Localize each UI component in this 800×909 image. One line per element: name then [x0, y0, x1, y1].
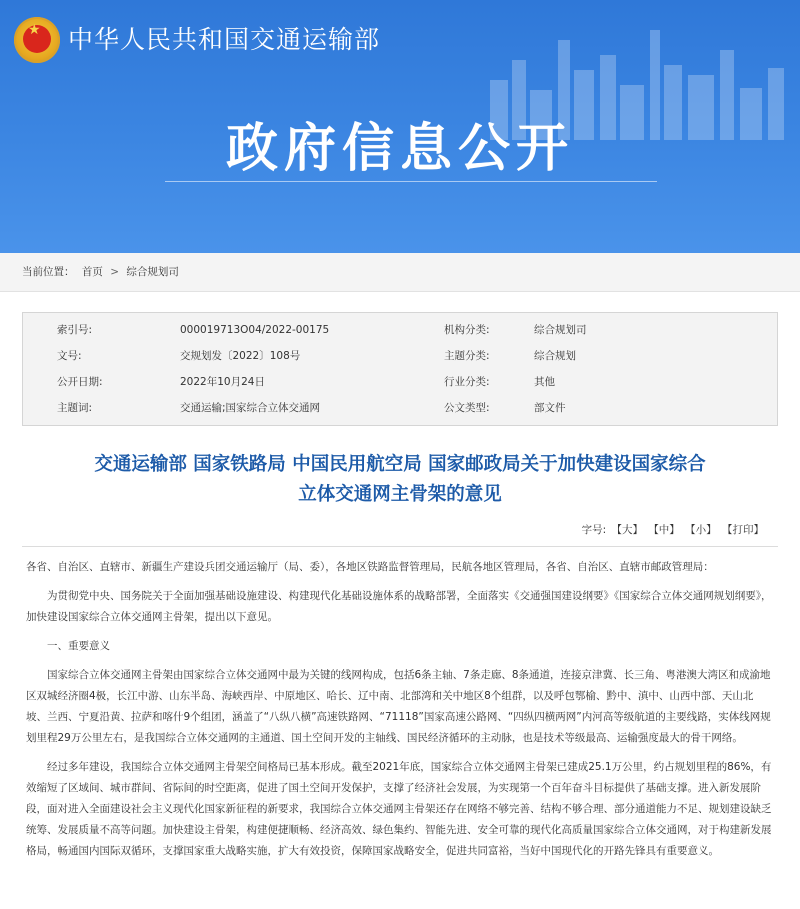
- metadata-value: 2022年10月24日: [180, 376, 265, 388]
- metadata-value: 其他: [534, 376, 555, 388]
- metadata-value: 交规划发〔2022〕108号: [180, 350, 301, 362]
- document-body: [22, 557, 778, 862]
- breadcrumb: [0, 253, 800, 292]
- body-paragraph: 经过多年建设，我国综合立体交通网主骨架空间格局已基本形成。截至2021年底，国家综合立体交通网主骨架已建成25.1万公里，约占规划里程的86%，有效缩短了区域间、城市群间、省际间的时空距离，促进了国土空间开发保护，支撑了经济社会发展，为实现第一个百年奋斗目标提供了基础支撑。进入新发展阶段，面对进入全面建设社会主义现代化国家新征程的新要求，我国综合立体交通网主骨架还存在网络不够完善、结构不够合理、部分通道能力不足、规划建设缺乏统筹、发展质量不高等问题。加快建设主骨架，构建便捷顺畅、经济高效、绿色集约、智能先进、安全可靠的现代化高质量国家综合立体交通网，对于构建新发展格局，畅通国内国际双循环，支撑国家重大战略实施，扩大有效投资，保障国家战略安全，促进共同富裕，当好中国现代化的开路先锋具有重要意义。: [26, 761, 772, 857]
- metadata-key: 机构分类:: [444, 324, 490, 336]
- metadata-key: 行业分类:: [444, 376, 490, 388]
- font-small-button[interactable]: 【小】: [685, 524, 717, 536]
- metadata-row: [23, 343, 777, 369]
- metadata-key: 公开日期:: [57, 376, 103, 388]
- header-banner: [0, 0, 800, 253]
- section-heading: 一、重要意义: [47, 640, 110, 652]
- document-title-line: 交通运输部 国家铁路局 中国民用航空局 国家邮政局关于加快建设国家综合: [94, 454, 706, 475]
- metadata-key: 公文类型:: [444, 402, 490, 414]
- title-divider: [165, 181, 657, 182]
- breadcrumb-prefix: 当前位置：: [22, 266, 75, 278]
- document-title-line: 立体交通网主骨架的意见: [298, 484, 502, 505]
- metadata-value: 综合规划司: [534, 324, 587, 336]
- document-metadata-table: [22, 312, 778, 426]
- content-divider: [22, 546, 778, 547]
- ministry-name[interactable]: 中华人民共和国交通运输部: [68, 25, 381, 54]
- breadcrumb-separator: >: [110, 266, 119, 278]
- body-paragraph: 为贯彻党中央、国务院关于全面加强基础设施建设、构建现代化基础设施体系的战略部署，全面落实《交通强国建设纲要》《国家综合立体交通网规划纲要》，加快建设国家综合立体交通网主骨架，提出以下意见。: [26, 590, 772, 623]
- font-size-controls: [22, 520, 778, 540]
- metadata-row: [23, 317, 777, 343]
- metadata-row: [23, 369, 777, 395]
- metadata-key: 索引号:: [57, 324, 93, 336]
- addressee-paragraph: 各省、自治区、直辖市、新疆生产建设兵团交通运输厅（局、委），各地区铁路监督管理局，民航各地区管理局，各省、自治区、直辖市邮政管理局：: [26, 561, 714, 573]
- metadata-key: 主题分类:: [444, 350, 490, 362]
- metadata-key: 主题词:: [57, 402, 93, 414]
- breadcrumb-section-link[interactable]: 综合规划司: [126, 266, 179, 278]
- metadata-value: 000019713O04/2022-00175: [180, 324, 330, 336]
- main-content: [0, 312, 800, 862]
- document-title: [22, 450, 778, 510]
- font-medium-button[interactable]: 【中】: [648, 524, 680, 536]
- breadcrumb-home-link[interactable]: 首页: [81, 266, 103, 278]
- metadata-value: 部文件: [534, 402, 566, 414]
- print-button[interactable]: 【打印】: [722, 524, 764, 536]
- national-emblem-icon[interactable]: ★: [14, 17, 60, 63]
- body-paragraph: 国家综合立体交通网主骨架由国家综合立体交通网中最为关键的线网构成，包括6条主轴、7条走廊、8条通道，连接京津冀、长三角、粤港澳大湾区和成渝地区双城经济圈4极，长江中游、山东半岛、海峡西岸、中原地区、哈长、辽中南、北部湾和关中地区8个组群，以及呼包鄂榆、黔中、滇中、山西中部、天山北坡、兰西、宁夏沿黄、拉萨和喀什9个组团，涵盖了“八纵八横”高速铁路网、“71118”国家高速公路网、“四纵四横两网”内河高等级航道的主要线路，实体线网规划里程29万公里左右，是我国综合立体交通网的主通道、国土空间开发的主轴线、国民经济循环的主动脉，也是技术等级最高、运输强度最大的骨干网络。: [26, 669, 771, 744]
- metadata-value: 交通运输;国家综合立体交通网: [180, 402, 321, 414]
- metadata-key: 文号:: [57, 350, 82, 362]
- metadata-row: [23, 395, 777, 421]
- font-size-label: 字号:: [581, 524, 607, 536]
- font-large-button[interactable]: 【大】: [611, 524, 643, 536]
- portal-title: 政府信息公开: [225, 119, 574, 179]
- metadata-value: 综合规划: [534, 350, 576, 362]
